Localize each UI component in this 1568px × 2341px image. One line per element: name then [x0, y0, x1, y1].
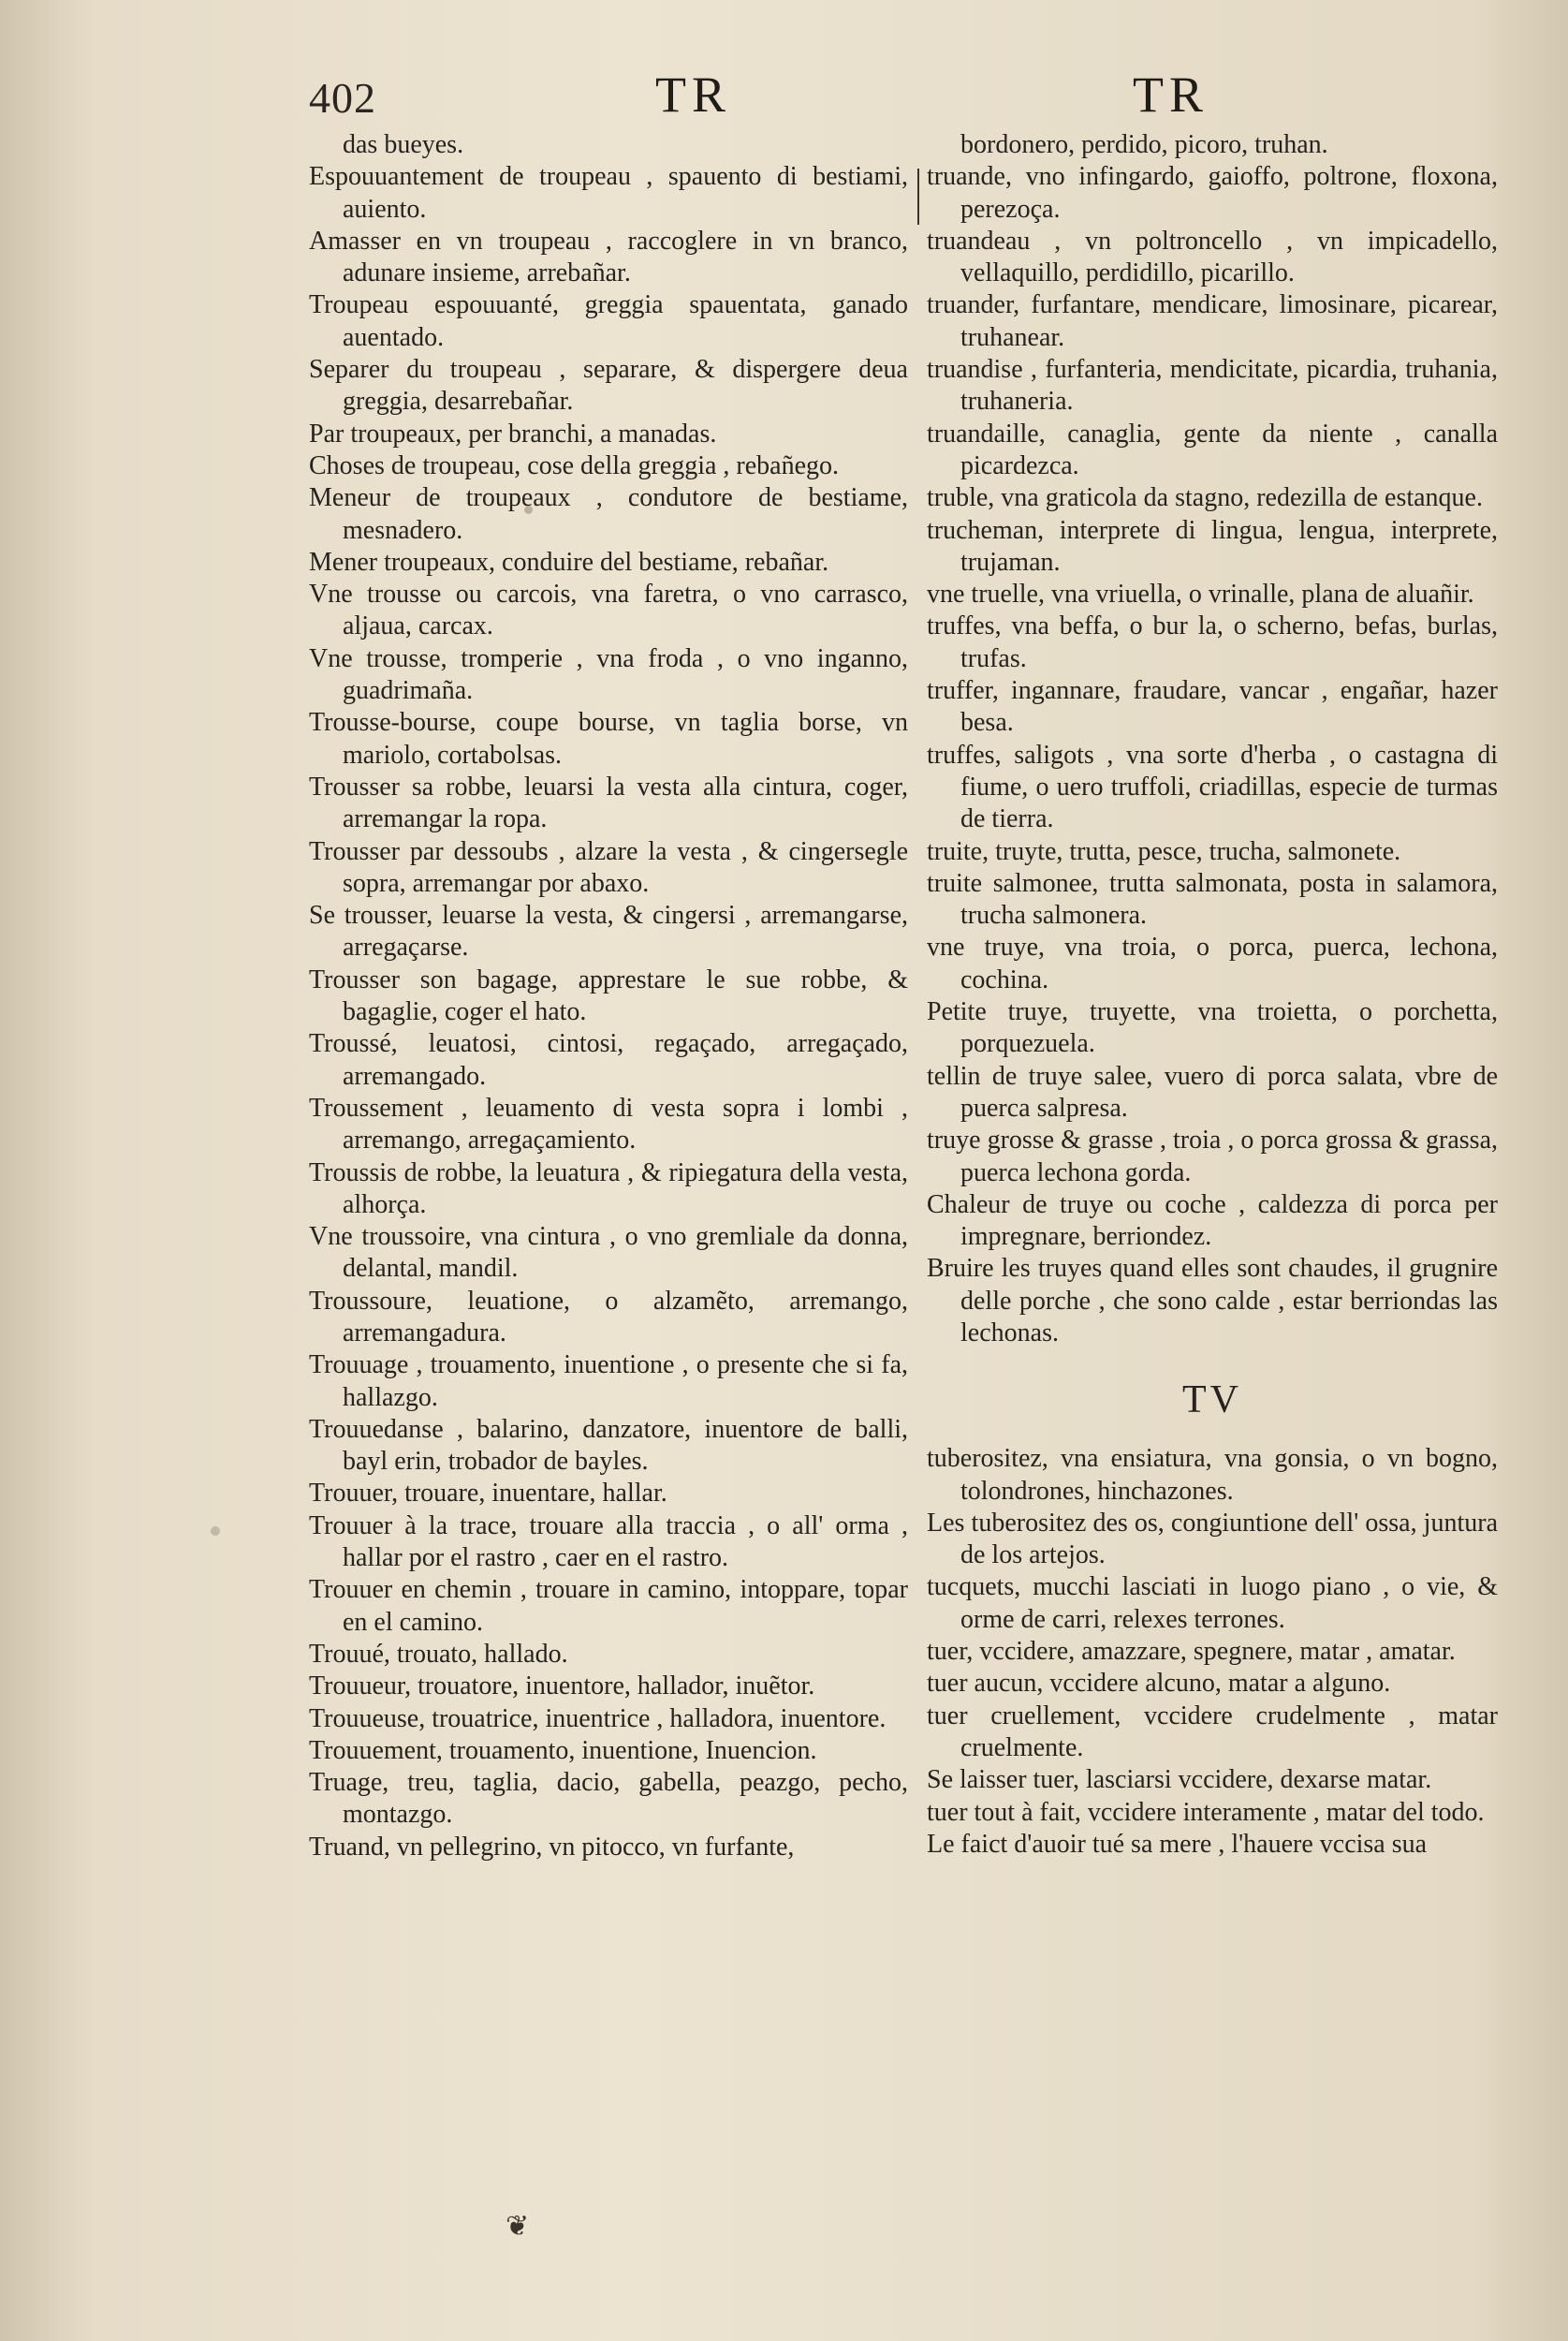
ink-spot: [211, 1526, 220, 1536]
dictionary-entry: trucheman, interprete di lingua, lengua, interprete, trujaman.: [927, 515, 1498, 577]
dictionary-entry: Troussé, leuatosi, cintosi, regaçado, arregaçado, arremangado.: [309, 1029, 908, 1091]
dictionary-entry: Espouuantement de troupeau , spauento di bestiami, auiento.: [309, 162, 908, 224]
dictionary-entry: Bruire les truyes quand elles sont chaudes, il grugnire delle porche , che sono calde , estar berriondas las lechonas.: [927, 1254, 1498, 1347]
running-head-right: TR: [1133, 66, 1209, 123]
dictionary-entry: truande, vno infingardo, gaioffo, poltrone, floxona, perezoça.: [927, 162, 1498, 224]
dictionary-entry: Trouuer, trouare, inuentare, hallar.: [309, 1479, 667, 1509]
dictionary-entry: Vne trousse, tromperie , vna froda , o vno inganno, guadrimaña.: [309, 643, 908, 706]
dictionary-entry: tuer cruellement, vccidere crudelmente , matar cruelmente.: [927, 1701, 1498, 1762]
dictionary-entry: bordonero, perdido, picoro, truhan.: [960, 130, 1328, 159]
dictionary-entry: Trouuage , trouamento, inuentione , o presente che si fa, hallazgo.: [309, 1350, 908, 1412]
dictionary-entry: Trousse-bourse, coupe bourse, vn taglia borse, vn mariolo, cortabolsas.: [309, 708, 908, 770]
right-column-entries: [927, 129, 1498, 1349]
dictionary-entry: truye grosse & grasse , troia , o porca grossa & grassa, puerca lechona gorda.: [927, 1126, 1498, 1187]
dictionary-entry: Vne trousse ou carcois, vna faretra, o vno carrasco, aljaua, carcax.: [309, 580, 908, 641]
dictionary-entry: Troussoure, leuatione, o alzamẽto, arremango, arremangadura.: [309, 1286, 908, 1347]
dictionary-entry: Petite truye, truyette, vna troietta, o porchetta, porquezuela.: [927, 997, 1498, 1059]
dictionary-entry: truffer, ingannare, fraudare, vancar , engañar, hazer besa.: [927, 676, 1498, 738]
running-head-left: TR: [655, 66, 732, 123]
dictionary-entry: Trouuer à la trace, trouare alla traccia , o all' orma , hallar por el rastro , caer en el rastro.: [309, 1510, 908, 1573]
dictionary-entry: Choses de troupeau, cose della greggia , rebañego.: [309, 450, 840, 480]
column-rule: [917, 169, 919, 225]
dictionary-entry: truander, furfantare, mendicare, limosinare, picarear, truhanear.: [927, 290, 1498, 352]
dictionary-entry: vne truye, vna troia, o porca, puerca, lechona, cochina.: [927, 933, 1498, 994]
dictionary-entry: Trouué, trouato, hallado.: [309, 1639, 568, 1669]
dictionary-entry: tucquets, mucchi lasciati in luogo piano , o vie, & orme de carri, relexes terrones.: [927, 1572, 1498, 1634]
section-heading: TV: [1182, 1378, 1242, 1422]
dictionary-entry: Trouueuse, trouatrice, inuentrice , halladora, inuentore.: [309, 1703, 887, 1733]
dictionary-entry: truite, truyte, trutta, pesce, trucha, salmonete.: [927, 836, 1401, 866]
dictionary-entry: tuer, vccidere, amazzare, spegnere, matar , amatar.: [927, 1637, 1456, 1667]
dictionary-entry: Amasser en vn troupeau , raccoglere in vn branco, adunare insieme, arrebañar.: [309, 226, 908, 288]
dictionary-entry: Truage, treu, taglia, dacio, gabella, peazgo, pecho, montazgo.: [309, 1768, 908, 1830]
dictionary-entry: Truand, vn pellegrino, vn pitocco, vn furfante,: [309, 1832, 795, 1862]
right-column-entries-tu: [927, 1443, 1498, 1861]
dictionary-entry: truffes, vna beffa, o bur la, o scherno, befas, burlas, trufas.: [927, 611, 1498, 673]
dictionary-entry: Trousser par dessoubs , alzare la vesta , & cingersegle sopra, arremangar por abaxo.: [309, 836, 908, 898]
dictionary-entry: tuer aucun, vccidere alcuno, matar a alguno.: [927, 1669, 1391, 1699]
dictionary-entry: truandise , furfanteria, mendicitate, picardia, truhania, truhaneria.: [927, 355, 1498, 417]
dictionary-entry: truble, vna graticola da stagno, redezilla de estanque.: [927, 483, 1483, 513]
dictionary-entry: truffes, saligots , vna sorte d'herba , o castagna di fiume, o uero truffoli, criadillas, especie de turmas de tierra.: [927, 740, 1498, 834]
dictionary-entry: truite salmonee, trutta salmonata, posta in salamora, trucha salmonera.: [927, 868, 1498, 931]
dictionary-entry: tellin de truye salee, vuero di porca salata, vbre de puerca salpresa.: [927, 1061, 1498, 1123]
dictionary-entry: Trouuer en chemin , trouare in camino, intoppare, topar en el camino.: [309, 1575, 908, 1637]
dictionary-entry: Troussis de robbe, la leuatura , & ripiegatura della vesta, alhorça.: [309, 1157, 908, 1219]
dictionary-entry: Le faict d'auoir tué sa mere , l'hauere vccisa sua: [927, 1829, 1428, 1859]
page-number: 402: [309, 74, 376, 122]
dictionary-entry: Trouueur, trouatore, inuentore, hallador, inuẽtor.: [309, 1671, 815, 1701]
dictionary-entry: Se trousser, leuarse la vesta, & cingersi , arremangarse, arregaçarse.: [309, 901, 908, 963]
dictionary-entry: Trousser sa robbe, leuarsi la vesta alla cintura, coger, arremangar la ropa.: [309, 772, 908, 834]
dictionary-entry: truandaille, canaglia, gente da niente , canalla picardezca.: [927, 419, 1498, 480]
dictionary-entry: Les tuberositez des os, congiuntione dell' ossa, juntura de los artejos.: [927, 1508, 1498, 1570]
right-column: [927, 129, 1498, 1861]
dictionary-entry: tuer tout à fait, vccidere interamente , matar del todo.: [927, 1797, 1485, 1827]
dictionary-entry: Troupeau espouuanté, greggia spauentata, ganado auentado.: [309, 290, 908, 352]
dictionary-entry: tuberositez, vna ensiatura, vna gonsia, o vn bogno, tolondrones, hinchazones.: [927, 1444, 1498, 1506]
dictionary-entry: vne truelle, vna vriuella, o vrinalle, plana de aluañir.: [927, 580, 1474, 610]
dictionary-entry: das bueyes.: [343, 130, 464, 159]
dictionary-entry: Trouuedanse , balarino, danzatore, inuentore de balli, bayl erin, trobador de bayles.: [309, 1414, 908, 1477]
dictionary-entry: truandeau , vn poltroncello , vn impicadello, vellaquillo, perdidillo, picarillo.: [927, 226, 1498, 288]
dictionary-entry: Trouuement, trouamento, inuentione, Inuencion.: [309, 1735, 817, 1765]
left-column: [309, 129, 908, 1863]
dictionary-entry: Chaleur de truye ou coche , caldezza di porca per impregnare, berriondez.: [927, 1189, 1498, 1252]
fleuron-ornament: ❦: [506, 2211, 530, 2242]
dictionary-entry: Se laisser tuer, lasciarsi vccidere, dexarse matar.: [927, 1765, 1432, 1795]
dictionary-entry: Vne troussoire, vna cintura , o vno gremliale da donna, delantal, mandil.: [309, 1222, 908, 1284]
dictionary-entry: Meneur de troupeaux , condutore de bestiame, mesnadero.: [309, 483, 908, 545]
dictionary-entry: Trousser son bagage, apprestare le sue robbe, & bagaglie, coger el hato.: [309, 964, 908, 1027]
dictionary-entry: Mener troupeaux, conduire del bestiame, rebañar.: [309, 547, 829, 577]
dictionary-entry: Par troupeaux, per branchi, a manadas.: [309, 419, 717, 449]
dictionary-entry: Troussement , leuamento di vesta sopra i lombi , arremango, arregaçamiento.: [309, 1093, 908, 1156]
dictionary-entry: Separer du troupeau , separare, & dispergere deua greggia, desarrebañar.: [309, 355, 908, 417]
